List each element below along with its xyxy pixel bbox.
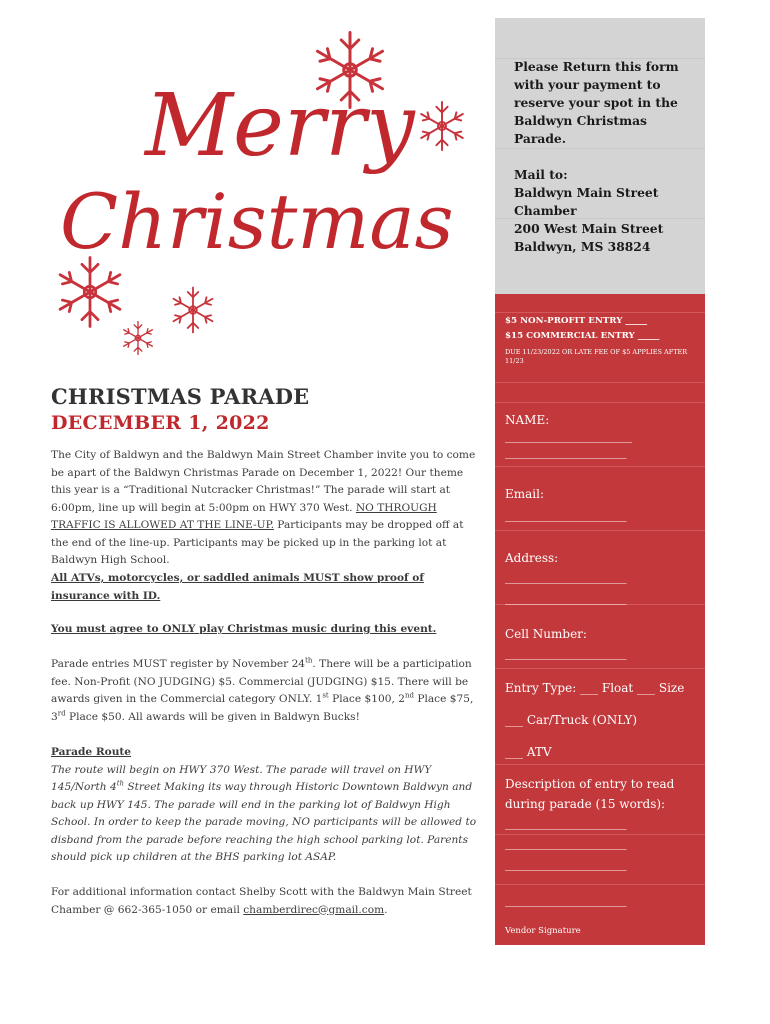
entry-form-panel bbox=[495, 294, 705, 945]
snowflake-icon bbox=[421, 102, 463, 150]
divider bbox=[495, 466, 705, 467]
music-text: You must agree to ONLY play Christmas music during this event. bbox=[51, 623, 437, 635]
no-through-traffic-notice: NO THROUGH TRAFFIC IS ALLOWED AT THE LINE-UP. bbox=[51, 501, 437, 531]
merry-christmas-header bbox=[50, 30, 480, 360]
divider bbox=[495, 764, 705, 765]
registration-paragraph bbox=[51, 656, 481, 726]
return-instructions-panel bbox=[495, 18, 705, 294]
name-field-line-2[interactable]: ______________________ bbox=[505, 445, 626, 459]
return-line: with your payment to bbox=[514, 77, 661, 92]
entry-type-field[interactable]: Entry Type: ___ Float ___ Size bbox=[505, 681, 685, 695]
header-artwork bbox=[50, 30, 480, 360]
divider bbox=[495, 148, 705, 149]
due-date-note: DUE 11/23/2022 OR LATE FEE OF $5 APPLIES AFTER 11/23 bbox=[505, 348, 688, 365]
nonprofit-fee-field[interactable]: $5 NON-PROFIT ENTRY _____ bbox=[505, 316, 648, 326]
email-label: Email: bbox=[505, 487, 545, 501]
vendor-signature-label: Vendor Signature bbox=[505, 926, 581, 936]
insurance-text: All ATVs, motorcycles, or saddled animals MUST show proof of insurance with ID. bbox=[51, 572, 424, 602]
registration-text: Parade entries MUST register by November 24 bbox=[51, 658, 306, 670]
page-title: CHRISTMAS PARADE bbox=[51, 384, 310, 409]
email-field[interactable]: ______________________ bbox=[505, 508, 626, 522]
address-field[interactable]: ______________________ bbox=[505, 570, 626, 584]
ordinal-suffix: th bbox=[116, 779, 125, 788]
christmas-script: Christmas bbox=[60, 177, 454, 266]
title-block bbox=[51, 384, 481, 436]
insurance-notice bbox=[51, 570, 481, 605]
music-notice bbox=[51, 621, 481, 639]
prize-text: Place $75, 3 bbox=[51, 693, 474, 723]
description-field-line-2[interactable]: ______________________ bbox=[505, 836, 626, 850]
signature-field[interactable]: ______________________ bbox=[505, 893, 626, 907]
description-field[interactable]: ______________________ bbox=[505, 816, 626, 830]
snowflake-icon bbox=[60, 258, 120, 327]
divider bbox=[495, 402, 705, 403]
cell-number-label: Cell Number: bbox=[505, 627, 587, 641]
parade-route-section bbox=[51, 744, 481, 867]
return-instructions bbox=[514, 58, 699, 256]
mail-line: Baldwyn Main Street bbox=[514, 185, 659, 200]
mail-line: Baldwyn, MS 38824 bbox=[514, 239, 651, 254]
description-label-line-2: during parade (15 words): bbox=[505, 797, 666, 811]
contact-text: For additional information contact Shelby Scott with the Baldwyn Main Street Chamber @ 662-365-1050 or email bbox=[51, 886, 472, 916]
address-label: Address: bbox=[505, 551, 559, 565]
registration-form-sidebar bbox=[495, 18, 705, 945]
merry-script: Merry bbox=[145, 76, 415, 176]
mail-line: Chamber bbox=[514, 203, 577, 218]
atv-option[interactable]: ___ ATV bbox=[505, 745, 552, 759]
route-text: Street Making its way through Historic Downtown Baldwyn and back up HWY 145. The parade will end in the parking lot of Baldwyn High School. In order to keep the parade moving, NO participants will be allowed to disband from the parade before reaching the high school parking lot. Parents should pick up children at the BHS parking lot ASAP. bbox=[51, 781, 477, 863]
return-line: Parade. bbox=[514, 131, 567, 146]
divider bbox=[495, 884, 705, 885]
route-text: The route will begin on HWY 370 West. The parade will travel on HWY 145/North 4 bbox=[51, 763, 432, 793]
prize-text: Place $50. All awards will be given in Baldwyn Bucks! bbox=[65, 710, 360, 723]
spacer bbox=[514, 148, 699, 166]
ordinal-suffix: th bbox=[305, 656, 313, 665]
contact-text: . bbox=[384, 903, 388, 916]
fee-text: . There will be a participation fee. Non-Profit (NO JUDGING) $5. Commercial (JUDGING) $15. There will be awards given in the Commercial category ONLY. 1 bbox=[51, 658, 472, 705]
divider bbox=[495, 382, 705, 383]
divider bbox=[495, 530, 705, 531]
ordinal-suffix: st bbox=[322, 691, 329, 700]
dropoff-text: Participants may be dropped off at the end of the line-up. Participants may be picked up in the parking lot at Baldwyn High School. bbox=[51, 519, 464, 566]
divider bbox=[495, 312, 705, 313]
return-line: Baldwyn Christmas bbox=[514, 113, 647, 128]
snowflake-icon bbox=[174, 288, 213, 333]
intro-text: The City of Baldwyn and the Baldwyn Main Street Chamber invite you to come be apart of the Baldwyn Christmas Parade on December 1, 2022! Our theme this year is a “Traditional Nutcracker Christmas!” The parade will start at 6:00pm, line up will begin at 5:00pm on HWY 370 West. bbox=[51, 449, 476, 514]
event-date: DECEMBER 1, 2022 bbox=[51, 412, 270, 434]
address-field-line-2[interactable]: ______________________ bbox=[505, 591, 626, 605]
return-line: Please Return this form bbox=[514, 59, 679, 74]
contact-email-link[interactable]: chamberdirec@gmail.com bbox=[243, 903, 385, 916]
ordinal-suffix: nd bbox=[404, 691, 414, 700]
snowflake-icon bbox=[124, 322, 153, 355]
car-truck-option[interactable]: ___ Car/Truck (ONLY) bbox=[505, 713, 638, 727]
ordinal-suffix: rd bbox=[57, 708, 66, 717]
contact-paragraph bbox=[51, 884, 481, 919]
divider bbox=[495, 58, 705, 59]
name-field[interactable]: _______________________ bbox=[505, 429, 632, 443]
return-line: reserve your spot in the bbox=[514, 95, 678, 110]
route-heading: Parade Route bbox=[51, 746, 132, 758]
description-label: Description of entry to read bbox=[505, 777, 675, 791]
divider bbox=[495, 218, 705, 219]
divider bbox=[495, 668, 705, 669]
description-field-line-3[interactable]: ______________________ bbox=[505, 857, 626, 871]
mail-line: 200 West Main Street bbox=[514, 221, 664, 236]
mail-line: Mail to: bbox=[514, 167, 568, 182]
name-label: NAME: bbox=[505, 413, 550, 427]
intro-paragraph bbox=[51, 447, 481, 570]
cell-number-field[interactable]: ______________________ bbox=[505, 646, 626, 660]
prize-text: Place $100, 2 bbox=[328, 693, 405, 705]
commercial-fee-field[interactable]: $15 COMMERCIAL ENTRY _____ bbox=[505, 331, 660, 341]
